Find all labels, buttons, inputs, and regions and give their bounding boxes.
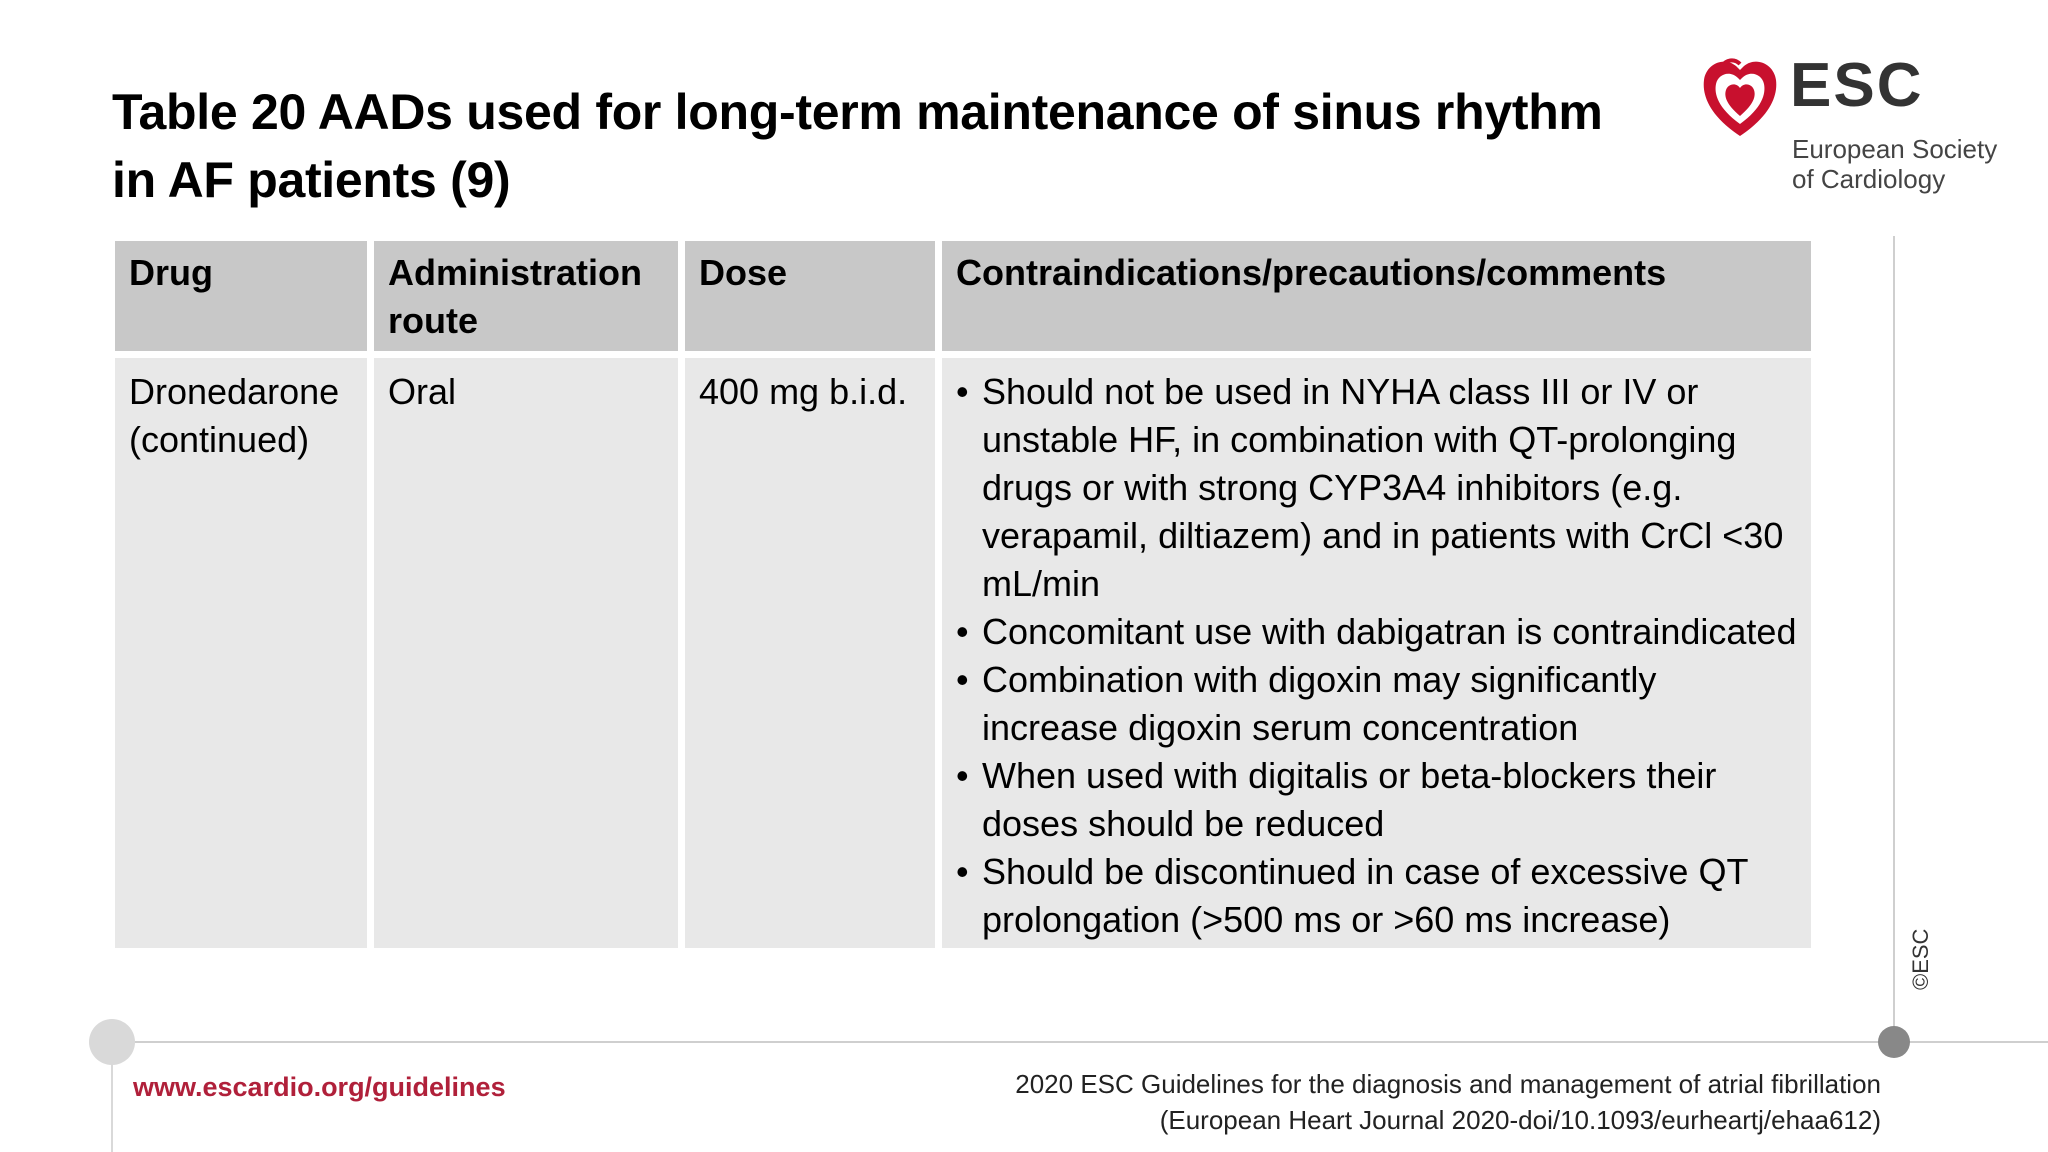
heart-icon: [1700, 56, 1780, 140]
footer-left-rule: [111, 1064, 113, 1152]
cell-route: Oral: [374, 358, 678, 948]
aad-table: [108, 234, 1818, 955]
footer-reference-line-1: 2020 ESC Guidelines for the diagnosis and management of atrial fibrillation: [1015, 1069, 1881, 1099]
header-drug: Drug: [115, 241, 367, 351]
header-route-line-2: route: [388, 300, 478, 341]
esc-logo: [1700, 51, 2000, 206]
logo-subtitle-line-1: European Society: [1792, 134, 1998, 164]
footer-reference: [1015, 1066, 1881, 1138]
cell-drug-line-1: Dronedarone: [129, 371, 340, 412]
logo-subtitle-line-2: of Cardiology: [1792, 164, 1946, 194]
logo-subtitle: [1792, 134, 2032, 194]
list-item: • Should not be used in NYHA class III or IV or unstable HF, in combination with QT-prolonging drugs or with strong CYP3A4 inhibitors (e.g. verapamil, diltiazem) and in patients with CrCl <30 mL/min: [956, 368, 1797, 608]
cell-drug-line-2: (continued): [129, 419, 310, 460]
cell-drug: [115, 358, 367, 948]
cell-dose: 400 mg b.i.d.: [685, 358, 935, 948]
footer-reference-line-2: (European Heart Journal 2020-doi/10.1093/eurheartj/ehaa612): [1159, 1105, 1881, 1135]
decorative-circle-left: [89, 1019, 135, 1065]
slide-title: [112, 78, 1672, 214]
header-route-line-1: Administration: [388, 252, 643, 293]
header-route: [374, 241, 678, 351]
slide-title-line-1: Table 20 AADs used for long-term maintenance of sinus rhythm: [112, 84, 1603, 140]
list-item: • Concomitant use with dabigatran is contraindicated: [956, 608, 1797, 656]
footer-divider: [112, 1041, 2048, 1043]
copyright-label: ©ESC: [1908, 928, 1933, 990]
cell-comments: [942, 358, 1811, 948]
list-item: • Combination with digoxin may significantly increase digoxin serum concentration: [956, 656, 1797, 752]
decorative-circle-right: [1878, 1026, 1910, 1058]
right-divider: [1893, 236, 1895, 1036]
table-header-row: [115, 241, 1811, 351]
slide-title-line-2: in AF patients (9): [112, 152, 511, 208]
list-item: • When used with digitalis or beta-blockers their doses should be reduced: [956, 752, 1797, 848]
header-comments: Contraindications/precautions/comments: [942, 241, 1811, 351]
guidelines-link[interactable]: www.escardio.org/guidelines: [133, 1072, 506, 1102]
comments-list: [956, 368, 1797, 944]
logo-wordmark: ESC: [1790, 51, 1924, 120]
list-item: • Should be discontinued in case of excessive QT prolongation (>500 ms or >60 ms increase): [956, 848, 1797, 944]
header-dose: Dose: [685, 241, 935, 351]
table-row: [115, 358, 1811, 948]
